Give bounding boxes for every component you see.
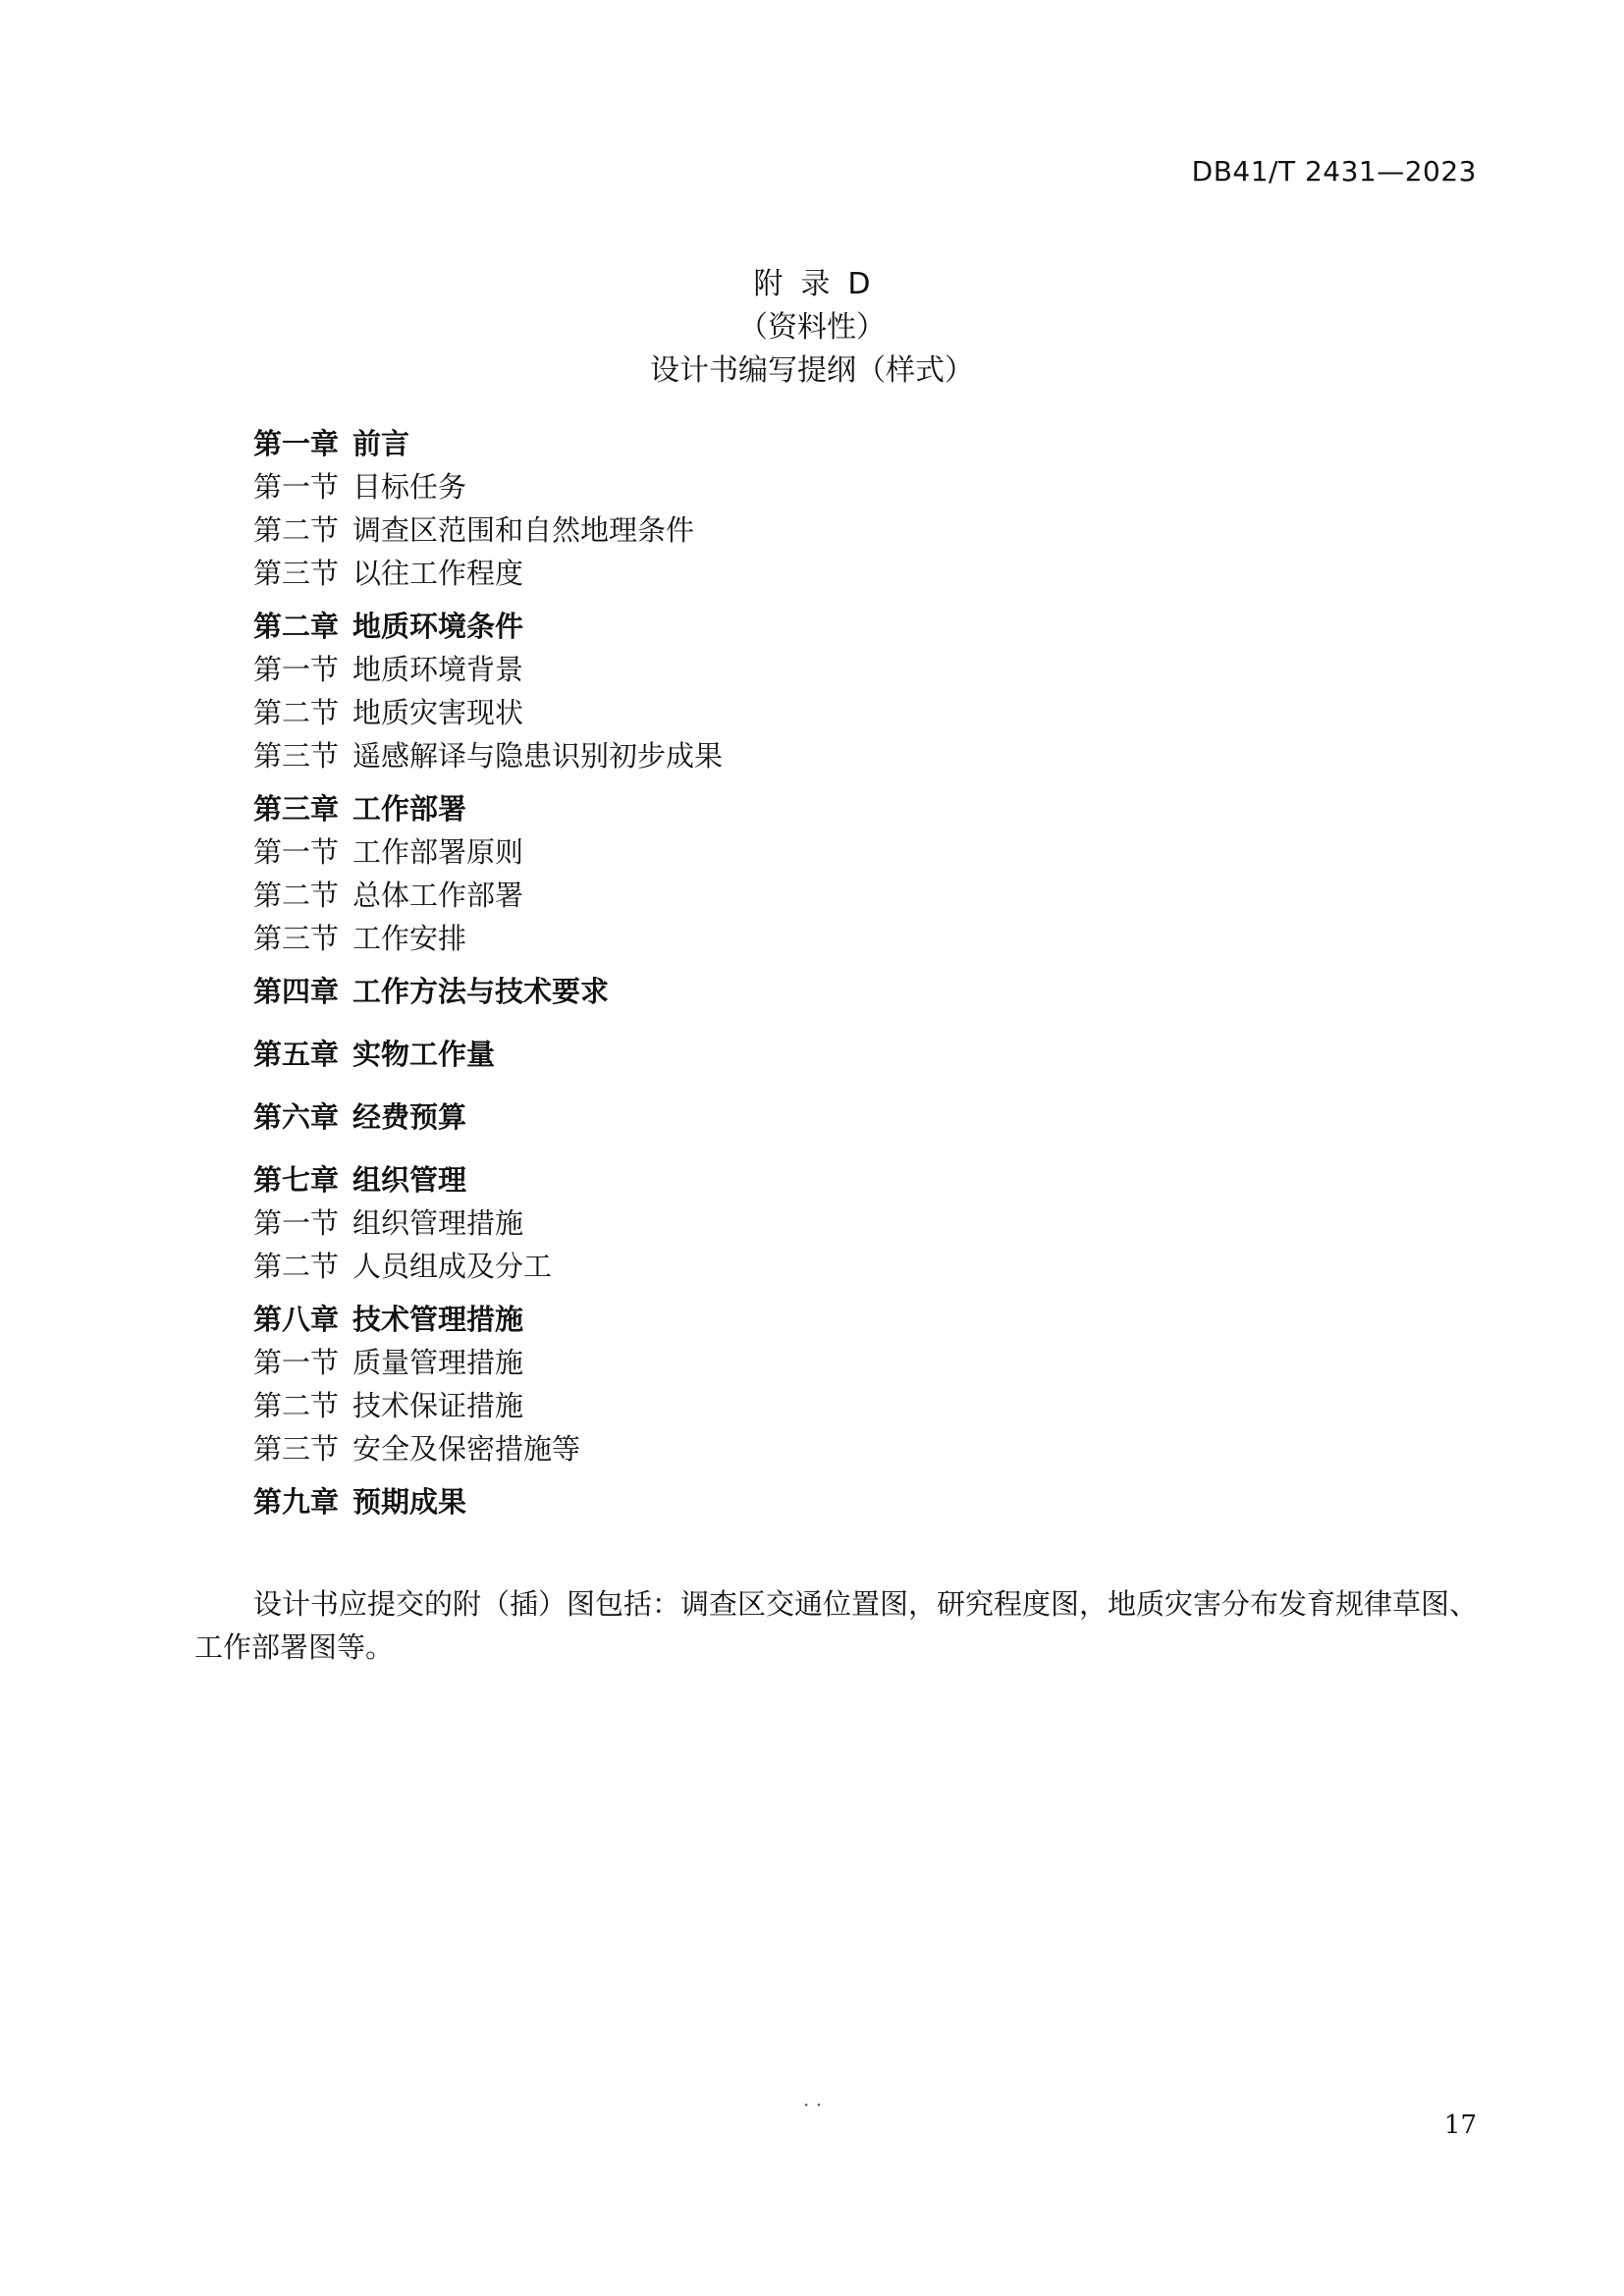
- chapter-6-heading: [253, 1095, 1481, 1139]
- chapter-number: 第二章: [253, 610, 340, 643]
- chapter-4-heading: [253, 970, 1481, 1013]
- section-item: 第三节 遥感解译与隐患识别初步成果: [253, 739, 724, 773]
- chapter-title: 实物工作量: [352, 1038, 496, 1071]
- chapter-1-heading: [253, 422, 1481, 465]
- section-item: 第二节 总体工作部署: [253, 879, 524, 912]
- page-number: 17: [1443, 2110, 1477, 2140]
- section-item: 第二节 技术保证措施: [253, 1389, 524, 1422]
- chapter-number: 第五章: [253, 1038, 340, 1071]
- section-item: 第一节 目标任务: [253, 470, 467, 504]
- chapter-7-heading: [253, 1158, 1481, 1201]
- appendix-title-block: [0, 263, 1624, 393]
- chapter-number: 第八章: [253, 1303, 340, 1336]
- chapter-number: 第三章: [253, 792, 340, 826]
- footer-dots: · ·: [803, 2093, 823, 2116]
- chapter-8-heading: [253, 1298, 1481, 1341]
- section-item: 第三节 工作安排: [253, 922, 467, 955]
- appendix-title: 附录D: [753, 267, 889, 301]
- section-item: 第一节 组织管理措施: [253, 1206, 524, 1240]
- section-item: 第一节 质量管理措施: [253, 1346, 524, 1379]
- section-item: 第二节 地质灾害现状: [253, 696, 524, 729]
- chapter-number: 第九章: [253, 1485, 340, 1519]
- chapter-title: 前言: [352, 427, 410, 460]
- chapter-5-heading: [253, 1033, 1481, 1076]
- chapter-9-heading: [253, 1480, 1481, 1523]
- chapter-number: 第六章: [253, 1100, 340, 1134]
- chapter-title: 工作部署: [352, 792, 467, 826]
- chapter-3-heading: [253, 787, 1481, 830]
- outline: [253, 422, 1481, 1523]
- section-item: 第三节 安全及保密措施等: [253, 1432, 581, 1466]
- appendix-nature: （资料性）: [738, 310, 886, 345]
- chapter-number: 第四章: [253, 975, 340, 1008]
- chapter-2-heading: [253, 605, 1481, 648]
- chapter-number: 第七章: [253, 1163, 340, 1197]
- chapter-title: 经费预算: [352, 1100, 467, 1134]
- chapter-number: 第一章: [253, 427, 340, 460]
- chapter-title: 组织管理: [352, 1163, 467, 1197]
- appendix-subject: 设计书编写提纲（样式）: [650, 353, 974, 388]
- section-item: 第三节 以往工作程度: [253, 557, 524, 590]
- standard-code: DB41/T 2431—2023: [1191, 155, 1477, 187]
- section-item: 第二节 调查区范围和自然地理条件: [253, 513, 695, 547]
- chapter-title: 地质环境条件: [352, 610, 524, 643]
- section-item: 第一节 工作部署原则: [253, 835, 524, 869]
- chapter-title: 预期成果: [352, 1485, 467, 1519]
- figures-note: 设计书应提交的附（插）图包括：调查区交通位置图，研究程度图，地质灾害分布发育规律草图、工作部署图等。: [194, 1587, 1479, 1664]
- section-item: 第二节 人员组成及分工: [253, 1250, 553, 1283]
- chapter-title: 技术管理措施: [352, 1303, 524, 1336]
- chapter-title: 工作方法与技术要求: [352, 975, 610, 1008]
- section-item: 第一节 地质环境背景: [253, 653, 524, 686]
